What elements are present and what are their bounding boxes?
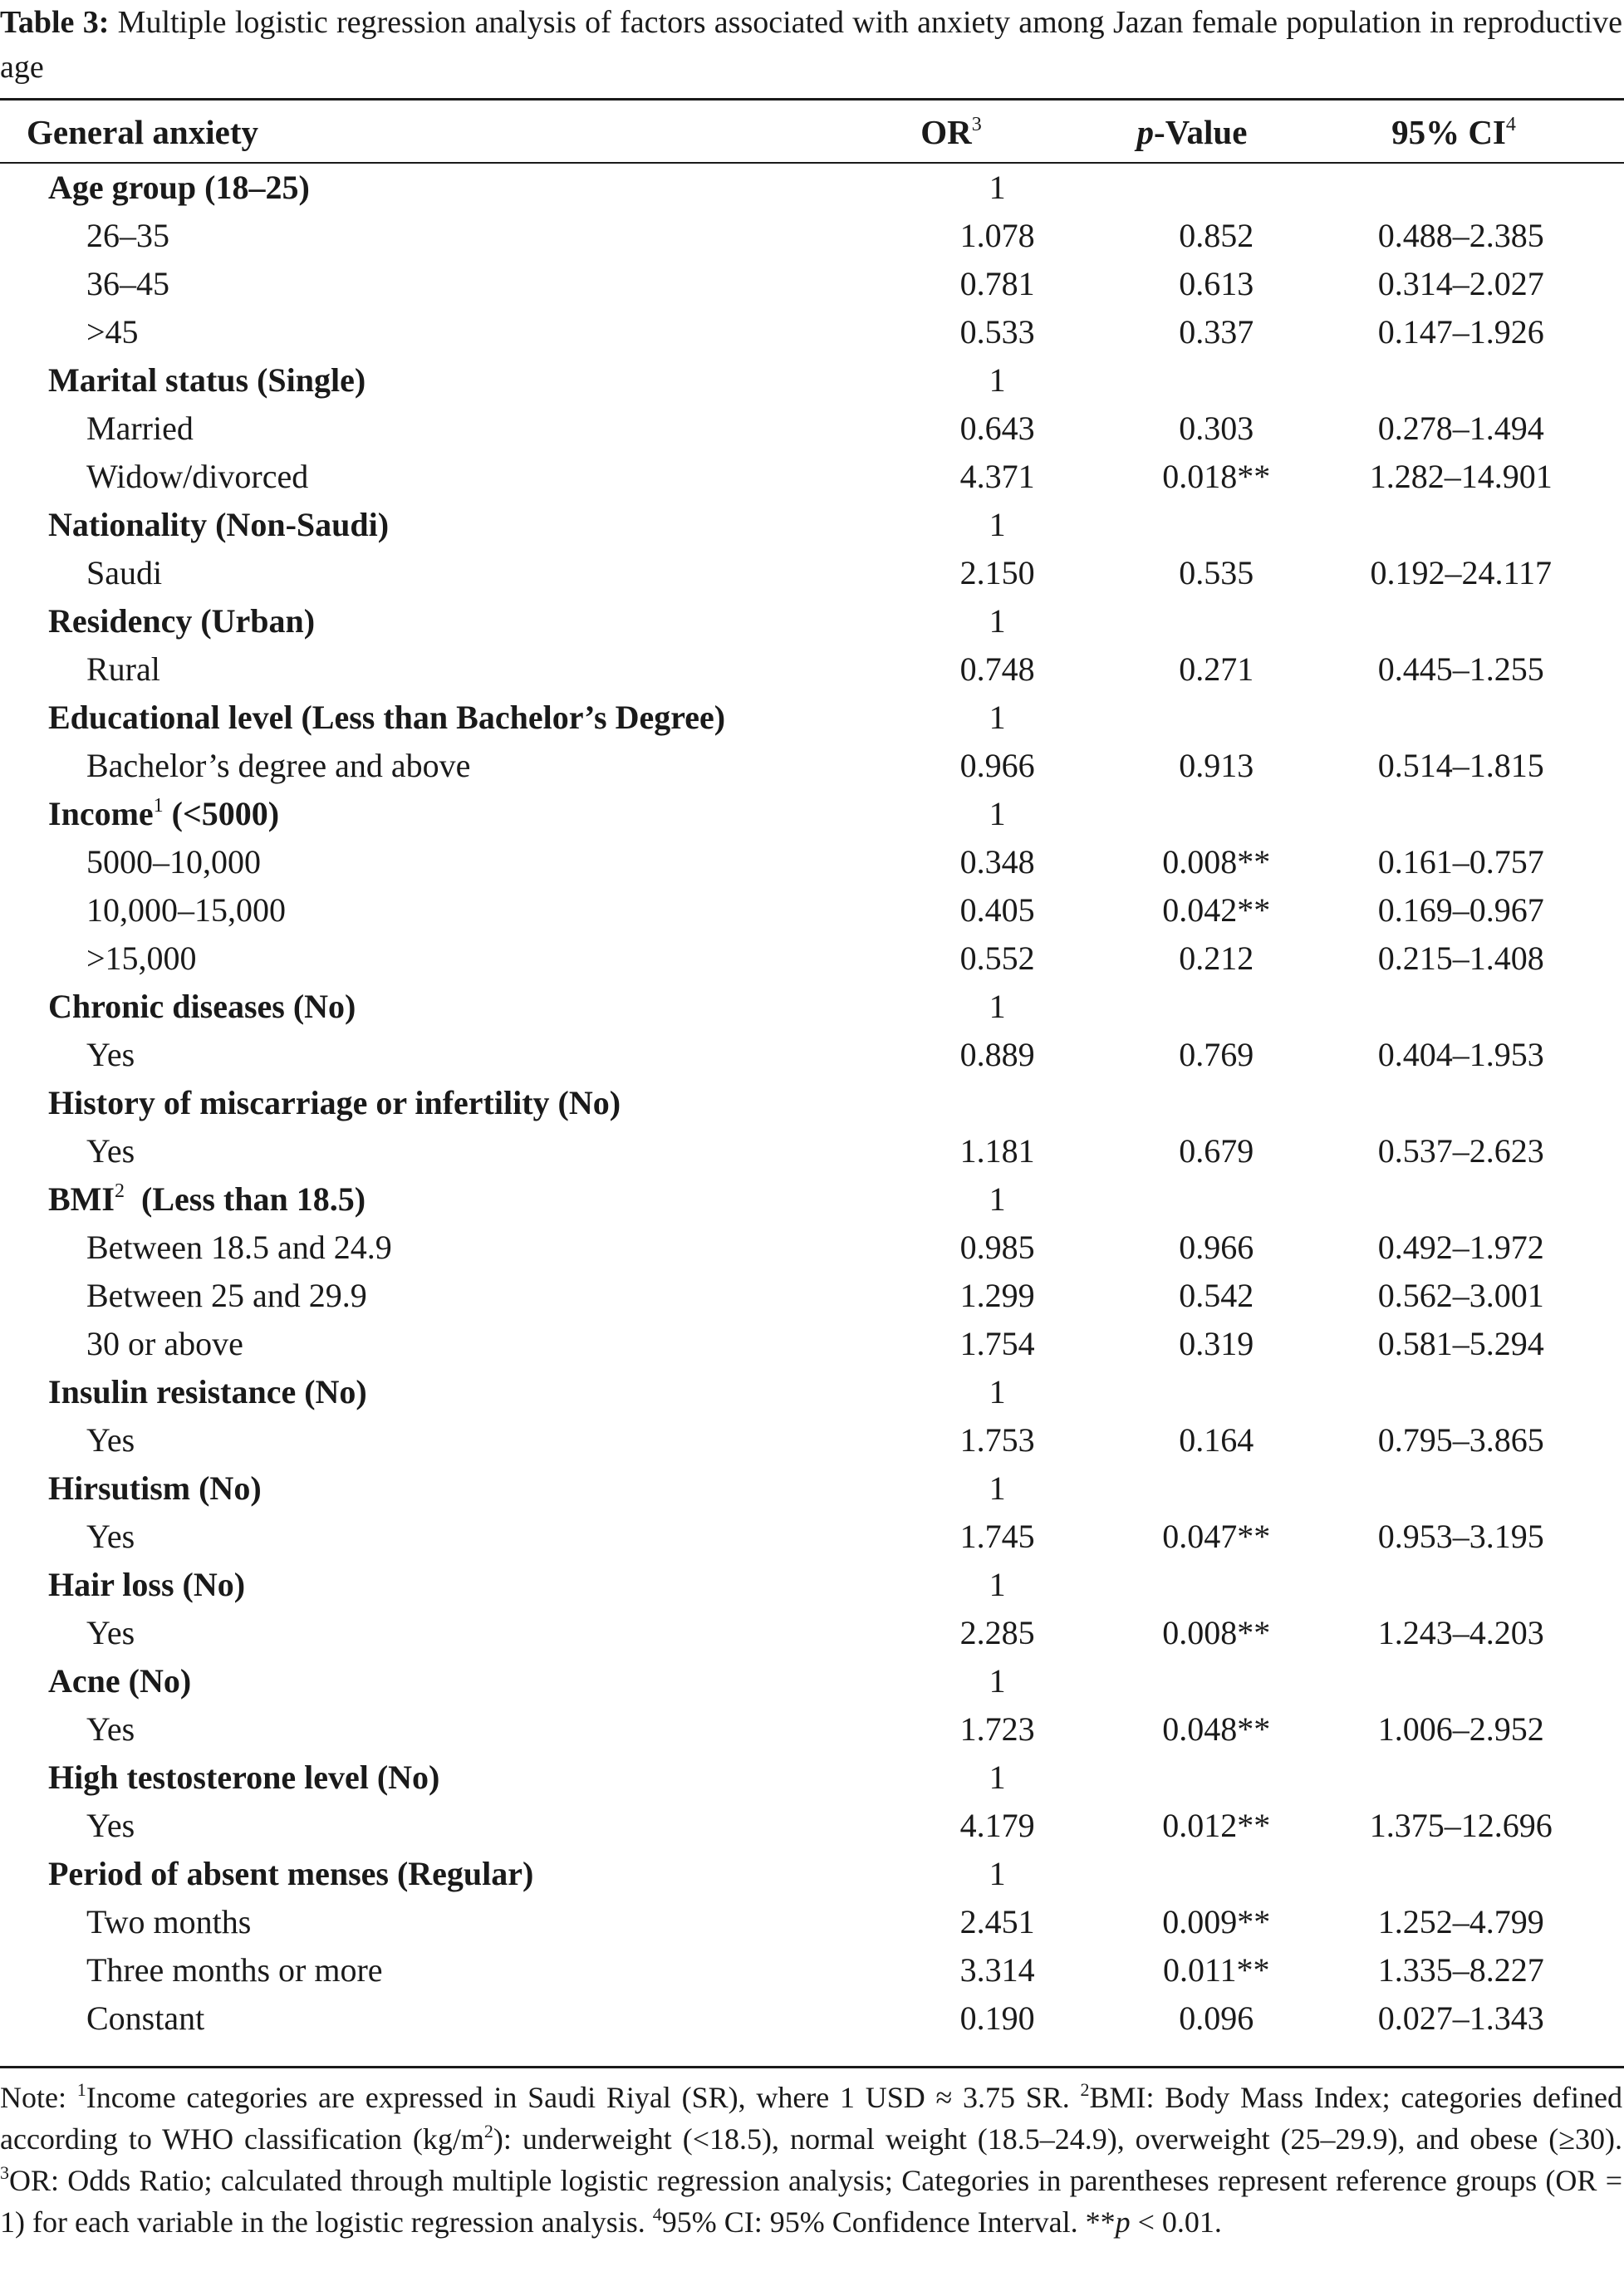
cell-ci <box>1327 597 1624 645</box>
cell-or: 1.754 <box>959 1325 1035 1362</box>
table-row <box>0 838 1624 886</box>
variable-label: Yes <box>86 1421 135 1459</box>
cell-ci: 0.192–24.117 <box>1370 554 1553 591</box>
cell-or: 1 <box>989 1855 1006 1892</box>
cell-p-value: 0.048** <box>1162 1710 1271 1748</box>
cell-ci: 0.562–3.001 <box>1377 1277 1544 1314</box>
cell-or: 1 <box>989 361 1006 399</box>
note-text-2b: ): underweight (<18.5), normal weight (18.5–24.9), overweight (25–29.9), and obese (≥30). <box>493 2122 1623 2156</box>
cell-variable <box>0 212 889 260</box>
variable-label: Rural <box>86 650 160 688</box>
cell-p-value <box>1106 1850 1327 1898</box>
cell-variable <box>0 1898 889 1946</box>
cell-ci: 0.161–0.757 <box>1377 843 1544 881</box>
cell-p-value: 0.212 <box>1179 939 1254 977</box>
cell-p-value <box>1106 983 1327 1031</box>
cell-p-value: 0.164 <box>1179 1421 1254 1459</box>
cell-ci <box>1327 1368 1624 1416</box>
table-group-row <box>0 597 1624 645</box>
table-group-row <box>0 1079 1624 1127</box>
cell-p-value <box>1106 1561 1327 1609</box>
cell-p-value <box>1106 1657 1327 1705</box>
variable-footnote-sup: 1 <box>153 795 164 817</box>
header-or-text: OR <box>920 113 972 151</box>
cell-variable <box>0 1416 889 1464</box>
cell-ci: 0.581–5.294 <box>1377 1325 1544 1362</box>
variable-label: Between 25 and 29.9 <box>86 1277 367 1314</box>
table-row <box>0 308 1624 356</box>
cell-p-value: 0.542 <box>1179 1277 1254 1314</box>
variable-label: Yes <box>86 1132 135 1170</box>
cell-p-value: 0.535 <box>1179 554 1254 591</box>
variable-label: 36–45 <box>86 265 169 302</box>
cell-p-value: 0.303 <box>1179 410 1254 447</box>
cell-ci <box>1327 983 1624 1031</box>
variable-label: Yes <box>86 1807 135 1844</box>
variable-label: Between 18.5 and 24.9 <box>86 1229 392 1266</box>
cell-variable <box>0 1561 889 1609</box>
variable-label: Married <box>86 410 194 447</box>
cell-p-value: 0.271 <box>1179 650 1254 688</box>
variable-label: Saudi <box>86 554 163 591</box>
cell-p-value: 0.008** <box>1162 1614 1271 1651</box>
note-sup-4: 4 <box>652 2204 662 2225</box>
cell-or: 1 <box>989 1566 1006 1603</box>
cell-variable <box>0 1609 889 1657</box>
cell-variable <box>0 308 889 356</box>
cell-variable <box>0 453 889 501</box>
cell-or: 1 <box>989 795 1006 832</box>
variable-label: >15,000 <box>86 939 197 977</box>
cell-or: 0.781 <box>959 265 1035 302</box>
cell-ci <box>1327 1850 1624 1898</box>
cell-p-value: 0.018** <box>1162 458 1271 495</box>
cell-ci: 1.243–4.203 <box>1377 1614 1544 1651</box>
cell-variable <box>0 164 889 212</box>
cell-p-value: 0.008** <box>1162 843 1271 881</box>
header-p-value <box>1072 112 1312 152</box>
variable-label: 10,000–15,000 <box>86 891 286 929</box>
cell-variable <box>0 1079 889 1127</box>
table-row <box>0 1802 1624 1850</box>
cell-p-value <box>1106 597 1327 645</box>
header-ci-text: 95% CI <box>1391 113 1506 151</box>
cell-ci: 0.492–1.972 <box>1377 1229 1544 1266</box>
cell-p-value <box>1106 1079 1327 1127</box>
cell-variable <box>0 1368 889 1416</box>
caption-label: Table 3: <box>0 5 110 40</box>
variable-label: Two months <box>86 1903 252 1940</box>
cell-or: 3.314 <box>959 1951 1035 1989</box>
note-sup-squared: 2 <box>483 2121 493 2141</box>
note-text-2a: BMI: Body Mass Index; categories defined according to WHO classification (kg/m <box>0 2081 1622 2156</box>
variable-reference: (<5000) <box>163 795 280 832</box>
table-caption <box>0 0 1622 90</box>
cell-or: 1 <box>989 602 1006 640</box>
note-p-italic: p <box>1115 2205 1131 2239</box>
cell-variable <box>0 935 889 983</box>
cell-ci: 1.282–14.901 <box>1369 458 1553 495</box>
cell-variable <box>0 1513 889 1561</box>
cell-p-value <box>1106 501 1327 549</box>
variable-label: High testosterone level (No) <box>48 1759 440 1796</box>
cell-ci: 0.147–1.926 <box>1377 313 1544 351</box>
cell-or: 0.405 <box>959 891 1035 929</box>
cell-or: 4.179 <box>959 1807 1035 1844</box>
cell-or: 4.371 <box>959 458 1035 495</box>
cell-or: 0.552 <box>959 939 1035 977</box>
cell-or: 1 <box>989 169 1006 206</box>
cell-variable <box>0 1754 889 1802</box>
cell-p-value: 0.096 <box>1179 1999 1254 2037</box>
cell-p-value: 0.042** <box>1162 891 1271 929</box>
cell-ci: 0.314–2.027 <box>1377 265 1544 302</box>
cell-variable <box>0 983 889 1031</box>
table-group-row <box>0 1368 1624 1416</box>
header-variable: General anxiety <box>27 113 258 151</box>
cell-variable <box>0 1994 889 2043</box>
cell-p-value <box>1106 164 1327 212</box>
cell-p-value <box>1106 790 1327 838</box>
bottom-rule <box>0 2066 1624 2068</box>
cell-ci: 0.953–3.195 <box>1377 1518 1544 1555</box>
cell-variable <box>0 1272 889 1320</box>
cell-p-value: 0.011** <box>1162 1951 1270 1989</box>
table-row <box>0 212 1624 260</box>
variable-label: Chronic diseases (No) <box>48 988 356 1025</box>
cell-ci: 0.514–1.815 <box>1377 747 1544 784</box>
cell-ci <box>1327 1079 1624 1127</box>
variable-label: History of miscarriage or infertility (No) <box>48 1084 621 1121</box>
cell-ci: 0.278–1.494 <box>1377 410 1544 447</box>
table-row <box>0 1224 1624 1272</box>
cell-p-value <box>1106 1754 1327 1802</box>
cell-p-value: 0.769 <box>1179 1036 1254 1073</box>
table-group-row <box>0 983 1624 1031</box>
cell-ci <box>1327 1754 1624 1802</box>
variable-label: Age group (18–25) <box>48 169 310 206</box>
cell-or: 1.299 <box>959 1277 1035 1314</box>
cell-variable <box>0 742 889 790</box>
cell-p-value <box>1106 1464 1327 1513</box>
cell-or: 2.150 <box>959 554 1035 591</box>
cell-variable <box>0 1031 889 1079</box>
cell-ci: 1.252–4.799 <box>1377 1903 1544 1940</box>
note-text-1: Income categories are expressed in Saudi Riyal (SR), where 1 USD ≈ 3.75 SR. <box>86 2081 1081 2114</box>
table-row <box>0 549 1624 597</box>
variable-label: Yes <box>86 1036 135 1073</box>
variable-footnote-sup: 2 <box>115 1180 125 1202</box>
cell-or: 2.451 <box>959 1903 1035 1940</box>
variable-label: Constant <box>86 1999 205 2037</box>
caption-text: Multiple logistic regression analysis of factors associated with anxiety among Jazan female population in reproductive age <box>0 5 1622 85</box>
variable-label: Marital status (Single) <box>48 361 366 399</box>
variable-label: 5000–10,000 <box>86 843 261 881</box>
table-row <box>0 1705 1624 1754</box>
table-group-row <box>0 1175 1624 1224</box>
cell-variable <box>0 1802 889 1850</box>
cell-p-value: 0.319 <box>1179 1325 1254 1362</box>
variable-label: Hirsutism (No) <box>48 1469 262 1507</box>
cell-ci: 0.404–1.953 <box>1377 1036 1544 1073</box>
cell-p-value: 0.047** <box>1162 1518 1271 1555</box>
cell-ci <box>1327 164 1624 212</box>
table-row <box>0 1272 1624 1320</box>
table-row <box>0 1513 1624 1561</box>
table-group-row <box>0 1657 1624 1705</box>
variable-label: Period of absent menses (Regular) <box>48 1855 534 1892</box>
cell-p-value: 0.009** <box>1162 1903 1271 1940</box>
cell-variable <box>0 597 889 645</box>
cell-p-value: 0.012** <box>1162 1807 1271 1844</box>
table-row <box>0 1416 1624 1464</box>
header-ci <box>1312 112 1595 152</box>
cell-or: 1 <box>989 1180 1006 1218</box>
cell-or: 1 <box>989 988 1006 1025</box>
cell-variable <box>0 1464 889 1513</box>
cell-or: 1 <box>989 1662 1006 1700</box>
cell-variable <box>0 790 889 838</box>
cell-or: 0.966 <box>959 747 1035 784</box>
table-row <box>0 453 1624 501</box>
cell-variable <box>0 645 889 694</box>
cell-or: 0.748 <box>959 650 1035 688</box>
cell-p-value <box>1106 1175 1327 1224</box>
variable-label: 30 or above <box>86 1325 243 1362</box>
note-text-5: < 0.01. <box>1130 2205 1222 2239</box>
cell-ci: 0.488–2.385 <box>1377 217 1544 254</box>
cell-variable <box>0 1175 889 1224</box>
cell-variable <box>0 1705 889 1754</box>
regression-table <box>0 164 1624 2043</box>
cell-ci: 0.027–1.343 <box>1377 1999 1544 2037</box>
table-row <box>0 1320 1624 1368</box>
table-group-row <box>0 1561 1624 1609</box>
table-group-row <box>0 1754 1624 1802</box>
table-group-row <box>0 694 1624 742</box>
cell-variable <box>0 1127 889 1175</box>
variable-label: Acne (No) <box>48 1662 192 1700</box>
cell-ci: 0.795–3.865 <box>1377 1421 1544 1459</box>
table-row <box>0 260 1624 308</box>
cell-ci: 0.445–1.255 <box>1377 650 1544 688</box>
variable-label: Widow/divorced <box>86 458 309 495</box>
variable-label: Yes <box>86 1710 135 1748</box>
cell-variable <box>0 260 889 308</box>
variable-label: 26–35 <box>86 217 169 254</box>
cell-ci <box>1327 694 1624 742</box>
note-text-3: OR: Odds Ratio; calculated through multiple logistic regression analysis; Categories in parentheses represent reference groups (OR = 1) for each variable in the logistic regression analysis. <box>0 2164 1622 2239</box>
cell-p-value: 0.679 <box>1179 1132 1254 1170</box>
table-row <box>0 405 1624 453</box>
table-group-row <box>0 1850 1624 1898</box>
cell-ci <box>1327 501 1624 549</box>
cell-ci <box>1327 1175 1624 1224</box>
table-group-row <box>0 356 1624 405</box>
cell-p-value: 0.337 <box>1179 313 1254 351</box>
cell-variable <box>0 549 889 597</box>
table-row <box>0 935 1624 983</box>
table-row <box>0 1127 1624 1175</box>
cell-variable <box>0 405 889 453</box>
cell-or: 1 <box>989 1469 1006 1507</box>
cell-variable <box>0 838 889 886</box>
cell-variable <box>0 356 889 405</box>
variable-label: Yes <box>86 1518 135 1555</box>
cell-variable <box>0 1946 889 1994</box>
header-p-italic: p <box>1136 113 1155 151</box>
table-row <box>0 886 1624 935</box>
cell-or: 0.348 <box>959 843 1035 881</box>
variable-label: Three months or more <box>86 1951 383 1989</box>
cell-ci: 1.375–12.696 <box>1369 1807 1553 1844</box>
cell-ci: 1.006–2.952 <box>1377 1710 1544 1748</box>
cell-ci: 0.169–0.967 <box>1377 891 1544 929</box>
cell-ci <box>1327 1561 1624 1609</box>
cell-p-value <box>1106 356 1327 405</box>
cell-or: 1 <box>989 1759 1006 1796</box>
cell-p-value <box>1106 1368 1327 1416</box>
table-header <box>0 101 1624 162</box>
note-text-4: 95% CI: 95% Confidence Interval. ** <box>661 2205 1116 2239</box>
table-group-row <box>0 164 1624 212</box>
variable-label: Nationality (Non-Saudi) <box>48 506 390 543</box>
table-row <box>0 1609 1624 1657</box>
cell-p-value: 0.852 <box>1179 217 1254 254</box>
cell-ci <box>1327 1464 1624 1513</box>
cell-or: 0.985 <box>959 1229 1035 1266</box>
cell-or: 1.753 <box>959 1421 1035 1459</box>
cell-variable <box>0 1224 889 1272</box>
note-sup-2: 2 <box>1080 2079 1090 2100</box>
variable-label: Insulin resistance (No) <box>48 1373 367 1410</box>
cell-p-value: 0.613 <box>1179 265 1254 302</box>
table-body <box>0 164 1624 2043</box>
cell-or: 1 <box>989 506 1006 543</box>
cell-or: 0.643 <box>959 410 1035 447</box>
cell-variable <box>0 1657 889 1705</box>
table-group-row <box>0 790 1624 838</box>
cell-variable <box>0 501 889 549</box>
variable-label: Yes <box>86 1614 135 1651</box>
note-sup-3: 3 <box>0 2162 9 2183</box>
header-or <box>831 112 1072 152</box>
variable-label: Residency (Urban) <box>48 602 316 640</box>
cell-ci <box>1327 790 1624 838</box>
table-group-row <box>0 501 1624 549</box>
table-group-row <box>0 1464 1624 1513</box>
variable-reference: (Less than 18.5) <box>125 1180 366 1218</box>
cell-or: 1 <box>989 699 1006 736</box>
table-row <box>0 1031 1624 1079</box>
cell-or: 0.190 <box>959 1999 1035 2037</box>
variable-label: BMI <box>48 1180 115 1218</box>
cell-ci: 0.537–2.623 <box>1377 1132 1544 1170</box>
cell-or: 0.533 <box>959 313 1035 351</box>
cell-ci: 0.215–1.408 <box>1377 939 1544 977</box>
cell-p-value <box>1106 694 1327 742</box>
cell-or: 1.181 <box>959 1132 1035 1170</box>
cell-variable <box>0 694 889 742</box>
note-prefix: Note: <box>0 2081 77 2114</box>
cell-ci <box>1327 1657 1624 1705</box>
table-row <box>0 1946 1624 1994</box>
header-ci-sup: 4 <box>1505 114 1516 135</box>
variable-label: Bachelor’s degree and above <box>86 747 471 784</box>
table-note <box>0 2077 1622 2243</box>
cell-or: 1 <box>989 1373 1006 1410</box>
variable-label: Income <box>48 795 154 832</box>
variable-label: >45 <box>86 313 139 351</box>
cell-or: 0.889 <box>959 1036 1035 1073</box>
cell-ci <box>1327 356 1624 405</box>
variable-label: Educational level (Less than Bachelor’s Degree) <box>48 699 726 736</box>
table-row <box>0 1994 1624 2043</box>
header-or-sup: 3 <box>971 114 982 135</box>
table-row <box>0 645 1624 694</box>
cell-or: 2.285 <box>959 1614 1035 1651</box>
note-sup-1: 1 <box>76 2079 86 2100</box>
cell-variable <box>0 886 889 935</box>
cell-ci: 1.335–8.227 <box>1377 1951 1544 1989</box>
cell-p-value: 0.966 <box>1179 1229 1254 1266</box>
header-p-rest: -Value <box>1154 113 1248 151</box>
cell-variable <box>0 1320 889 1368</box>
cell-or: 1.723 <box>959 1710 1035 1748</box>
cell-p-value: 0.913 <box>1179 747 1254 784</box>
cell-or <box>889 1079 1106 1127</box>
table-row <box>0 1898 1624 1946</box>
table-row <box>0 742 1624 790</box>
cell-variable <box>0 1850 889 1898</box>
cell-or: 1.745 <box>959 1518 1035 1555</box>
cell-or: 1.078 <box>959 217 1035 254</box>
variable-label: Hair loss (No) <box>48 1566 246 1603</box>
